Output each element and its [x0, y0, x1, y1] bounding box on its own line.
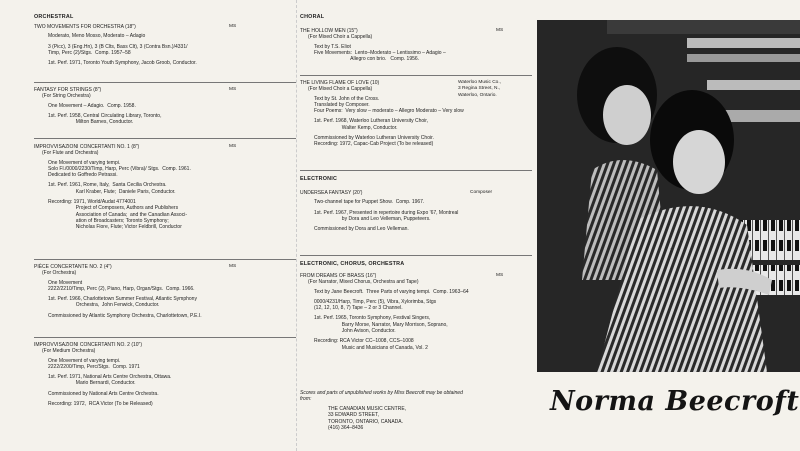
section-heading-electronic: ELECTRONIC [300, 176, 338, 182]
separator [34, 82, 296, 83]
work-improvvisazioni-2 [34, 342, 296, 407]
work-detail: 1st. Perf. 1968, Waterloo Lutheran University Choir, Walter Kemp, Conductor. [314, 118, 429, 131]
work-two-movements [34, 24, 296, 66]
scores-note: Scores and parts of unpublished works by Miss Beecroft may be obtained from: [300, 390, 463, 403]
work-detail: Commissioned by National Arts Centre Orchestra. [48, 390, 159, 397]
section-heading-electronic-chorus: ELECTRONIC, CHORUS, ORCHESTRA [300, 261, 405, 267]
work-undersea-fantasy [300, 190, 532, 232]
composer-photo [537, 20, 800, 372]
work-heading [34, 87, 296, 100]
work-publisher: Waterloo Music Co., 3 Regina Street, N., Waterloo, Ontario. [458, 80, 502, 98]
work-detail: 1st. Perf. 1958, Central Circulating Library, Toronto, Milton Barnes, Conductor. [48, 112, 162, 126]
work-subtitle: (For Narrator, Mixed Chorus, Orchestra and Tape) [308, 279, 419, 286]
work-heading [34, 264, 296, 277]
work-detail: 1st. Perf. 1961, Rome, Italy, Santa Cecilia Orchestra. Karl Kraber, Flute; Daniele Paris, Conductor. [48, 182, 176, 195]
work-hollow-men [300, 28, 532, 62]
work-heading [300, 273, 532, 286]
work-subtitle: (For String Orchestra) [42, 93, 91, 100]
work-detail: 1st. Perf. 1971, National Arts Centre Orchestra, Ottawa. Mario Bernardi, Conductor. [48, 374, 172, 387]
work-publisher: MS [496, 273, 504, 278]
composer-name-signature: Norma Beecroft [550, 386, 800, 417]
music-centre-address: THE CANADIAN MUSIC CENTRE, 33 EDWARD STREET, TORONTO, ONTARIO, CANADA. (416) 364–8436 [328, 405, 407, 432]
work-heading [34, 144, 296, 157]
work-publisher: MS [229, 24, 237, 29]
work-title: FANTASY FOR STRINGS (8") [34, 87, 102, 93]
work-heading [300, 190, 532, 196]
work-detail: Text by Jane Beecroft. Three Parts of varying tempi. Comp. 1963–64 [314, 288, 469, 295]
work-detail: 0000/4231/Harp, Timp, Perc (5), Vibra, Xylorimba, Stgs (12, 12, 10, 8, 7) Tape – 2 or 3 Channel. [314, 298, 437, 312]
work-heading [34, 24, 296, 30]
work-detail: Moderato, Meno Mosso, Moderato – Adagio [48, 33, 146, 40]
column-divider [296, 0, 297, 451]
separator [34, 259, 296, 260]
work-title: UNDERSEA FANTASY (20') [300, 190, 363, 196]
work-detail: Two-channel tape for Puppet Show. Comp. 1967. [314, 199, 425, 206]
work-detail: 3 (Picc), 3 (Eng.Hn), 3 (B Clts, Bass Clt), 3 (Contra Bsn.)/4331/ Timp, Perc (2)/Stgs. Comp. 1957–58 [48, 43, 188, 56]
work-living-flame [300, 80, 532, 148]
separator [34, 138, 296, 139]
work-title: TWO MOVEMENTS FOR ORCHESTRA (18") [34, 24, 136, 30]
work-detail: 1st. Perf. 1965, Toronto Symphony, Festival Singers, Barry Morse, Narrator, Mary Morrison, Soprano, John Avison, Conductor. [314, 315, 448, 335]
work-publisher: MS [229, 144, 237, 149]
work-subtitle: (For Mixed Choir a Cappella) [308, 86, 373, 93]
work-heading [300, 80, 532, 98]
work-publisher: MS [229, 87, 237, 92]
work-detail: One Movement – Adagio. Comp. 1958. [48, 102, 136, 109]
work-detail: Recording: RCA Victor CC–1008, CCS–1008 Music and Musicians of Canada, Vol. 2 [314, 338, 428, 351]
work-detail: One Movement of varying tempi. 2222/2200/Timp, Perc/Stgs. Comp. 1971 [48, 357, 140, 370]
work-detail: One Movement of varying tempi. Solo Fl./0000/2230/Timp, Harp, Perc (Vibra)/ Stgs. Comp. 1961. Dedicated to Goffredo Petrassi. [48, 159, 191, 179]
work-publisher: Composer [470, 190, 493, 195]
work-title: THE HOLLOW MEN (15") [300, 28, 358, 34]
work-detail: Text by T.S. Eliot Five Movements: Lento–Moderato – Lentissimo – Adagio – Allegro con brio. Comp. 1956. [314, 43, 446, 63]
work-publisher: MS [496, 28, 504, 33]
work-detail: Recording: 1972, RCA Victor (To be Released) [48, 401, 153, 408]
separator [34, 337, 296, 338]
work-fantasy-for-strings [34, 87, 296, 125]
work-detail: 1st. Perf. 1966, Charlottetown Summer Festival, Atlantic Symphony Orchestra, John Fenwick, Conductor. [48, 296, 197, 309]
work-subtitle: (For Orchestra) [42, 270, 77, 277]
separator [300, 75, 532, 76]
separator [300, 170, 532, 171]
footer-contact [300, 390, 463, 431]
work-detail: Commissioned by Atlantic Symphony Orchestra, Charlottetown, P.E.I. [48, 312, 202, 319]
work-title: THE LIVING FLAME OF LOVE (10) [300, 80, 380, 86]
work-detail: One Movement 2222/2210/Timp, Perc (2), Piano, Harp, Organ/Stgs. Comp. 1966. [48, 279, 195, 292]
work-improvvisazioni-1 [34, 144, 296, 231]
work-detail: Text by St. John of the Cross. Translated by Composer. Four Poems: Very slow – moderato – Allegro Moderato – Very slow [314, 95, 464, 115]
work-detail: Commissioned by Waterloo Lutheran University Choir. Recording: 1972, Capac-Cab Project (To be released) [314, 135, 434, 148]
work-detail: 1st. Perf. 1971, Toronto Youth Symphony, Jacob Groob, Conductor. [48, 60, 197, 67]
work-title: PIÈCE CONCERTANTE NO. 2 (4") [34, 264, 112, 270]
work-detail: Commissioned by Dora and Leo Velleman. [314, 226, 409, 233]
work-detail: Recording: 1971, World/Audat 4774001 Project of Composers, Authors and Publishers Association of Canada; and the Canadian Associ- ation of Broadcasters; Toronto Symphony; Nicholas Fiore, Flute; Victor Feldbrill, Conductor [48, 199, 187, 231]
section-heading-choral: CHORAL [300, 14, 325, 20]
work-heading [300, 28, 532, 41]
work-title: IMPROVVISAZIONI CONCERTANTI NO. 1 (8") [34, 144, 140, 150]
work-heading [34, 342, 296, 355]
work-title: IMPROVVISAZIONI CONCERTANTI NO. 2 (10") [34, 342, 142, 348]
work-piece-concertante-2 [34, 264, 296, 319]
work-subtitle: (For Medium Orchestra) [42, 348, 96, 355]
separator [300, 255, 532, 256]
work-title: FROM DREAMS OF BRASS (16") [300, 273, 377, 279]
work-subtitle: (For Mixed Choir a Cappella) [308, 34, 373, 41]
work-detail: 1st. Perf. 1967, Presented in repertoire during Expo '67, Montreal by Dora and Leo Velleman, Puppeteers. [314, 209, 459, 222]
work-subtitle: (For Flute and Orchestra) [42, 150, 99, 157]
work-from-dreams-of-brass [300, 273, 532, 351]
section-heading-orchestral: ORCHESTRAL [34, 14, 74, 20]
work-publisher: MS [229, 264, 237, 269]
